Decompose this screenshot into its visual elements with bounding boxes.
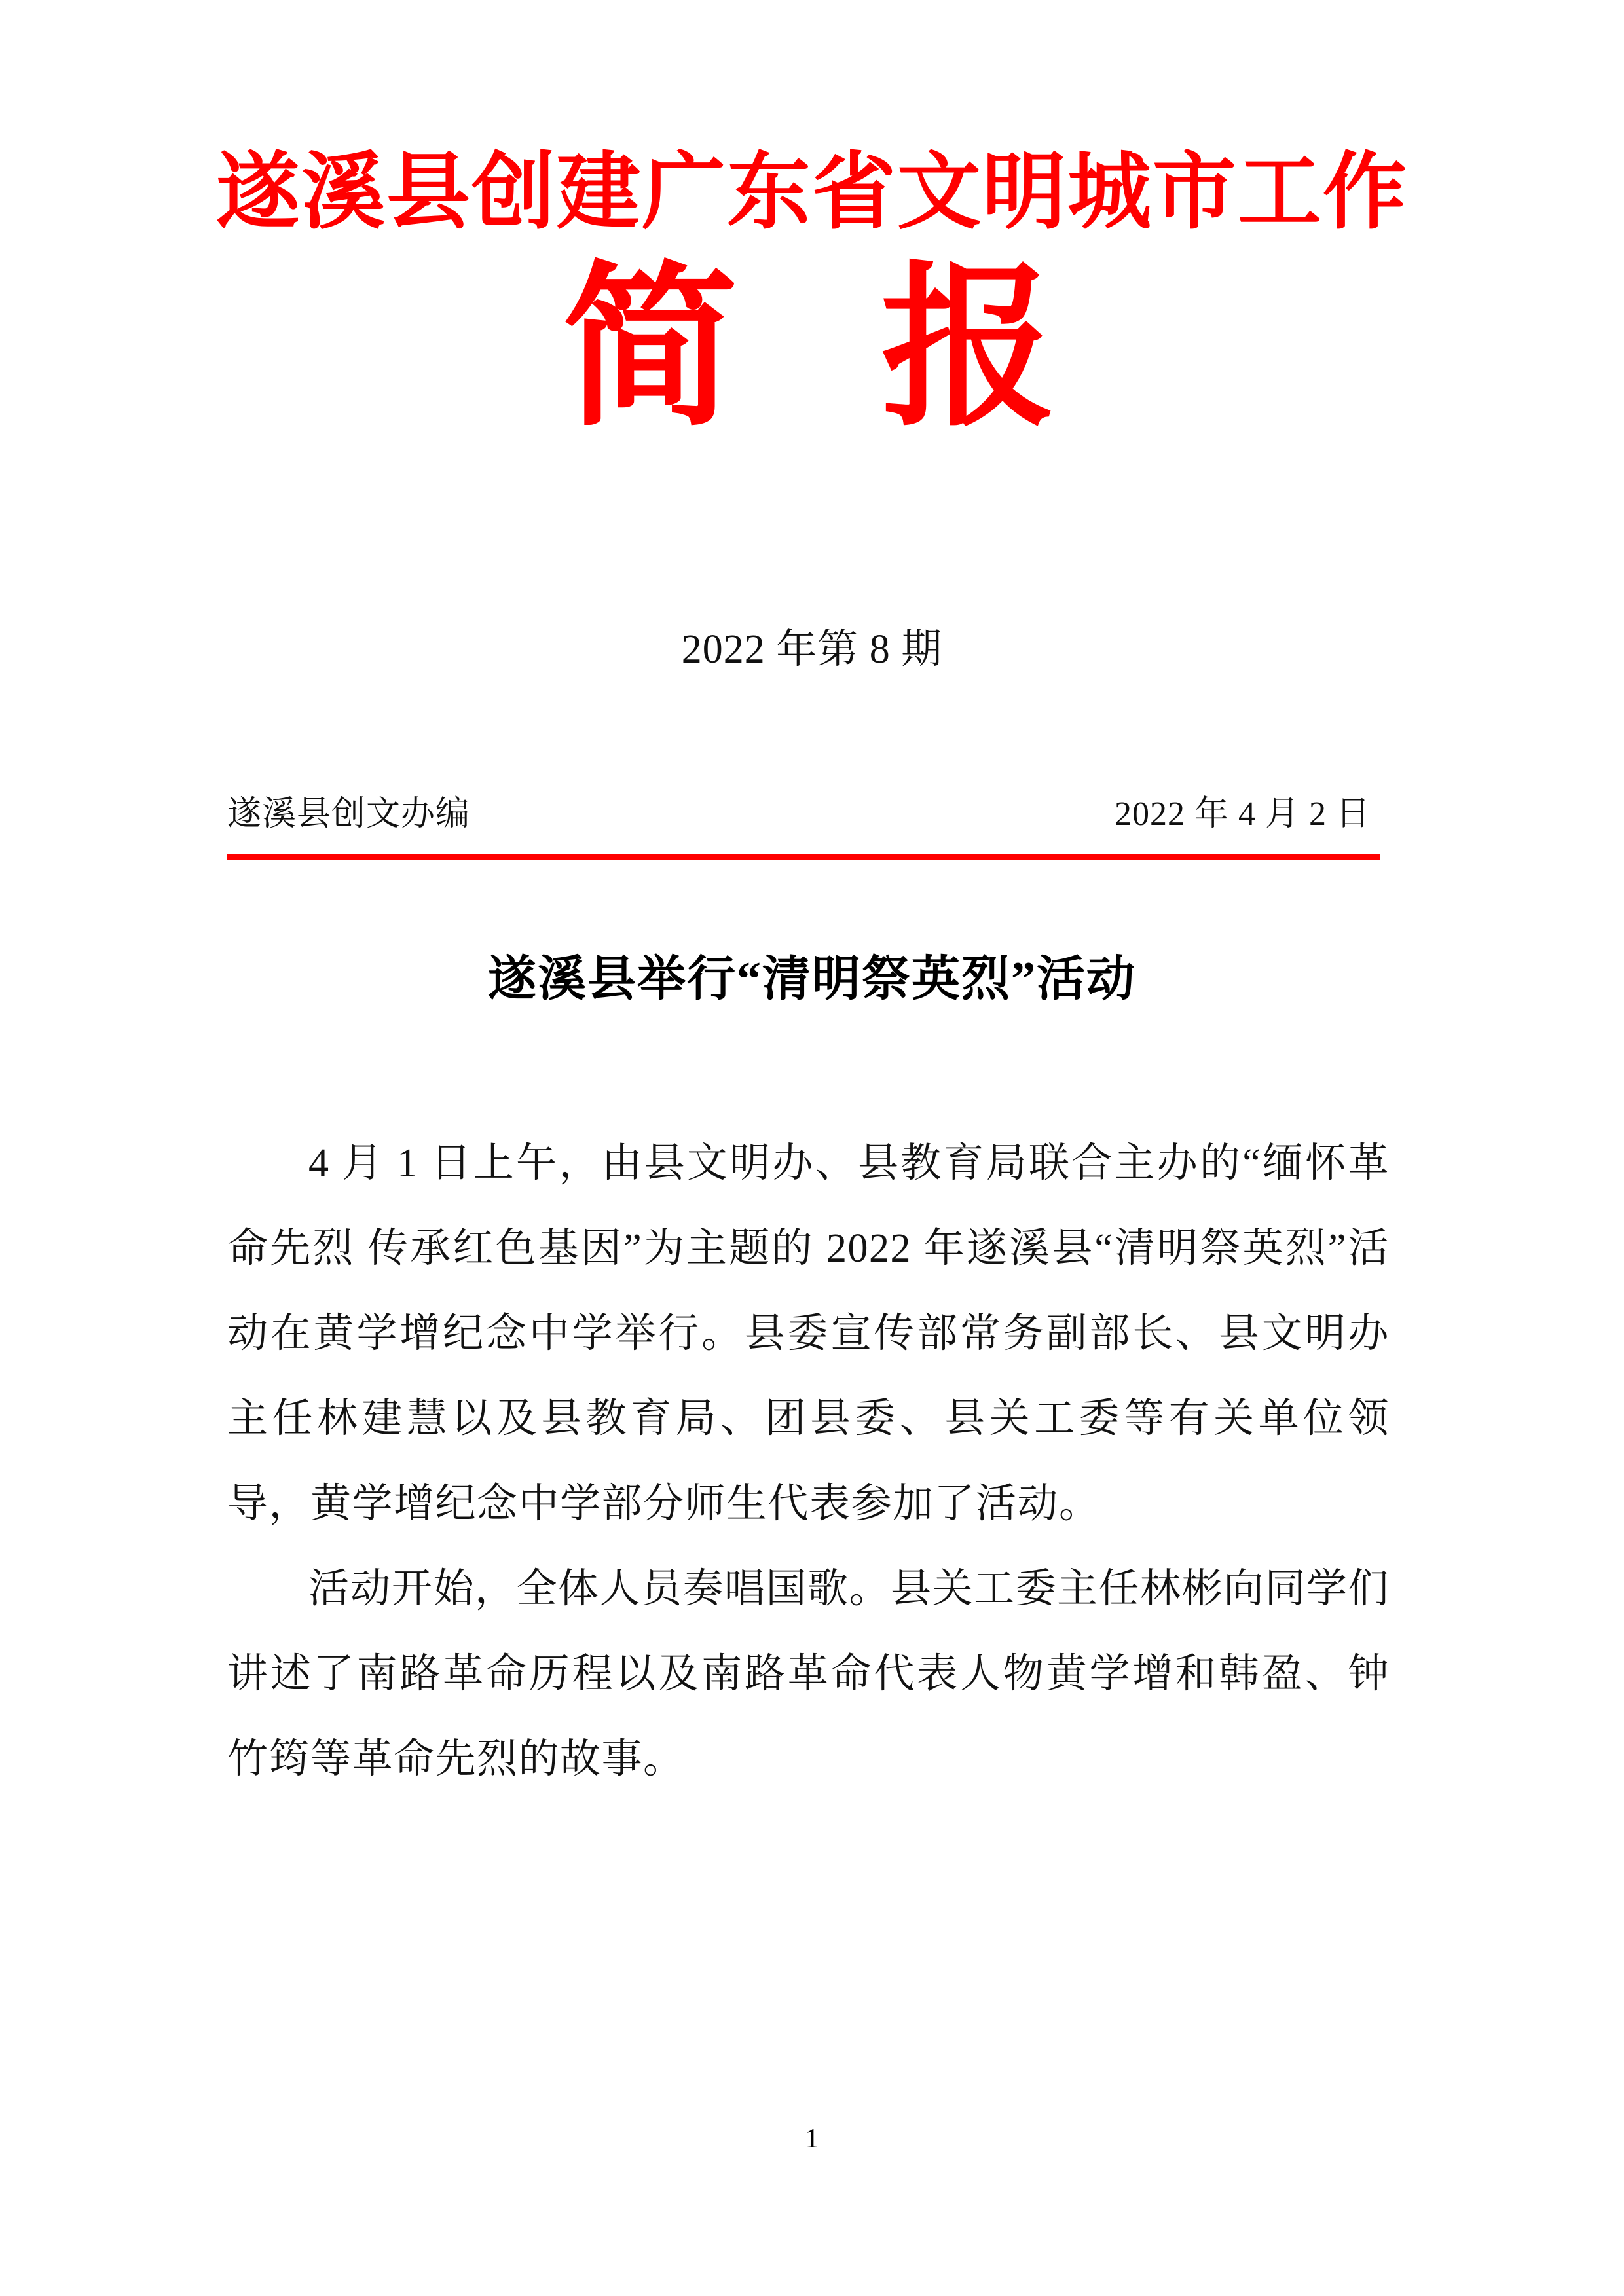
masthead-red-divider (227, 854, 1380, 860)
issue-number-line: 2022 年第 8 期 (681, 627, 943, 672)
masthead-big-left-char: 简 (563, 252, 743, 447)
article-headline: 遂溪县举行“清明祭英烈”活动 (488, 953, 1136, 1006)
masthead-bulletin-word (0, 252, 1624, 447)
masthead (0, 0, 1624, 447)
masthead-meta-row (227, 795, 1380, 833)
editor-label: 遂溪县创文办编 (227, 795, 471, 833)
page-number: 1 (805, 2124, 819, 2154)
article-paragraph: 活动开始，全体人员奏唱国歌。县关工委主任林彬向同学们讲述了南路革命历程以及南路革命代表人物黄学增和韩盈、钟竹筠等革命先烈的故事。 (227, 1567, 1390, 1781)
publication-date: 2022 年 4 月 2 日 (1114, 795, 1371, 833)
article-body (227, 1121, 1390, 1802)
article-paragraph: 4 月 1 日上午，由县文明办、县教育局联合主办的“缅怀革命先烈 传承红色基因”为主题的 2022 年遂溪县“清明祭英烈”活动在黄学增纪念中学举行。县委宣传部常务副部长、县文明办主任林建慧以及县教育局、团县委、县关工委等有关单位领导，黄学增纪念中学部分师生代表参加了活动。 (227, 1141, 1390, 1526)
masthead-big-right-char: 报 (881, 252, 1061, 447)
masthead-title: 遂溪县创建广东省文明城市工作 (215, 143, 1408, 241)
